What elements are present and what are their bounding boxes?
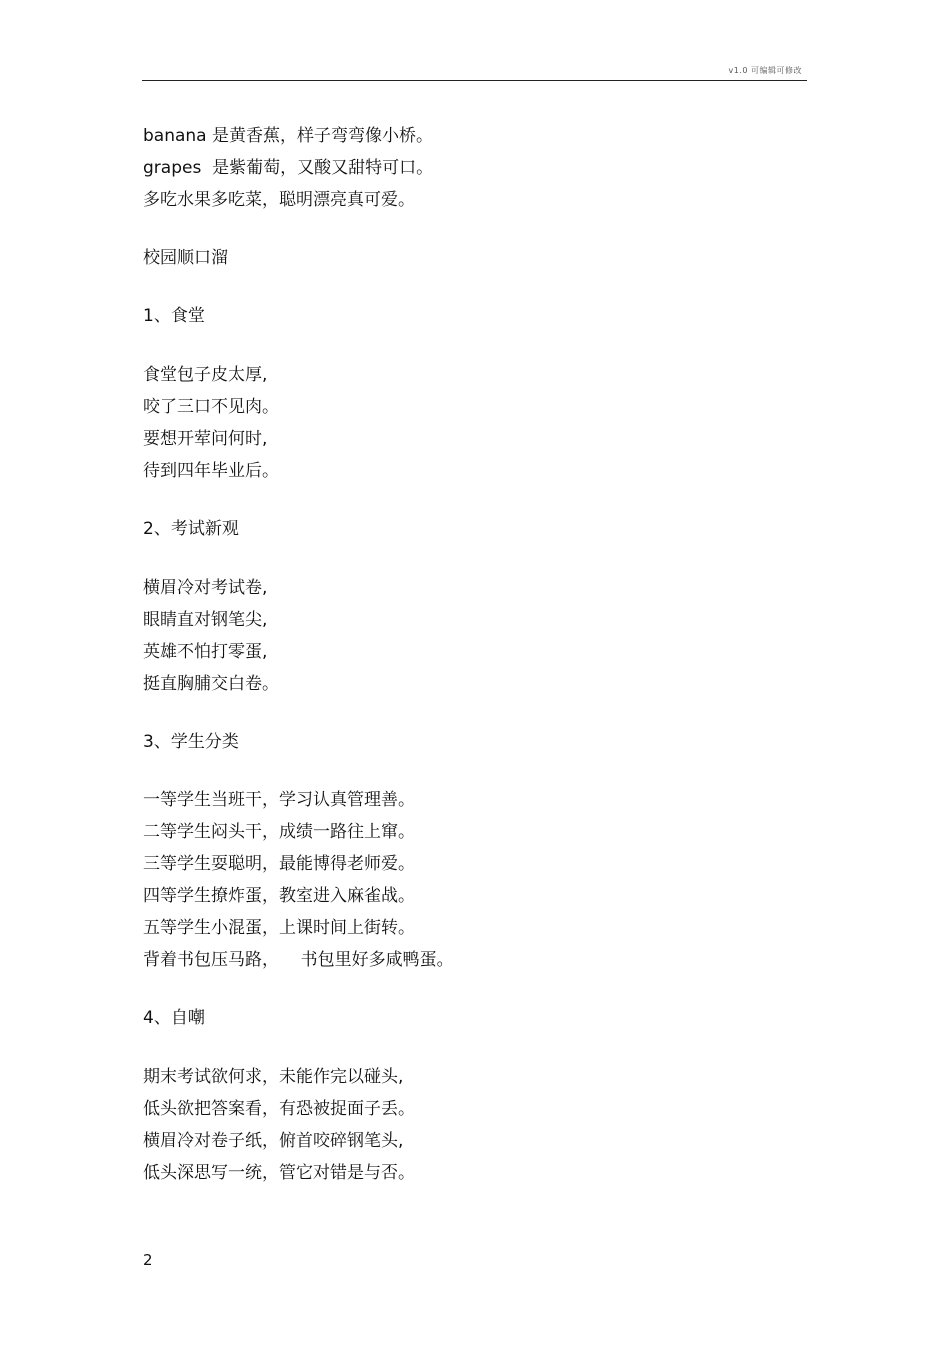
poem-line: 一等学生当班干，学习认真管理善。: [143, 790, 415, 810]
poem-line: 眼睛直对钢笔尖,: [143, 610, 268, 630]
poem-line: 食堂包子皮太厚,: [143, 365, 268, 385]
poem-line: 咬了三口不见肉。: [143, 397, 279, 417]
poem-line: 五等学生小混蛋，上课时间上街转。: [143, 918, 415, 938]
intro-line: grapes 是紫葡萄，又酸又甜特可口。: [143, 158, 434, 178]
section-heading: 4、自嘲: [143, 1008, 205, 1028]
poem-line: 三等学生耍聪明，最能博得老师爱。: [143, 854, 415, 874]
poem-line: 要想开荤问何时,: [143, 429, 268, 449]
poem-line: 横眉冷对卷子纸，俯首咬碎钢笔头,: [143, 1131, 404, 1151]
page-number: 2: [143, 1251, 153, 1269]
section-heading: 3、学生分类: [143, 732, 239, 752]
intro-line: banana 是黄香蕉，样子弯弯像小桥。: [143, 126, 433, 146]
poem-line: 期末考试欲何求，未能作完以碰头,: [143, 1067, 404, 1087]
poem-line: 低头欲把答案看，有恐被捉面子丢。: [143, 1099, 415, 1119]
poem-line: 挺直胸脯交白卷。: [143, 674, 279, 694]
page-header-label: v1.0 可编辑可修改: [728, 66, 802, 75]
poem-line: 二等学生闷头干，成绩一路往上窜。: [143, 822, 415, 842]
poem-line: 横眉冷对考试卷,: [143, 578, 268, 598]
intro-line: 多吃水果多吃菜，聪明漂亮真可爱。: [143, 190, 415, 210]
poem-line: 低头深思写一统，管它对错是与否。: [143, 1163, 415, 1183]
poem-line: 背着书包压马路， 书包里好多咸鸭蛋。: [143, 950, 454, 970]
section-heading: 2、考试新观: [143, 519, 239, 539]
poem-line: 英雄不怕打零蛋,: [143, 642, 268, 662]
document-title: 校园顺口溜: [143, 248, 228, 268]
poem-line: 四等学生撩炸蛋，教室进入麻雀战。: [143, 886, 415, 906]
header-rule: [142, 80, 807, 81]
section-heading: 1、食堂: [143, 306, 205, 326]
poem-line: 待到四年毕业后。: [143, 461, 279, 481]
